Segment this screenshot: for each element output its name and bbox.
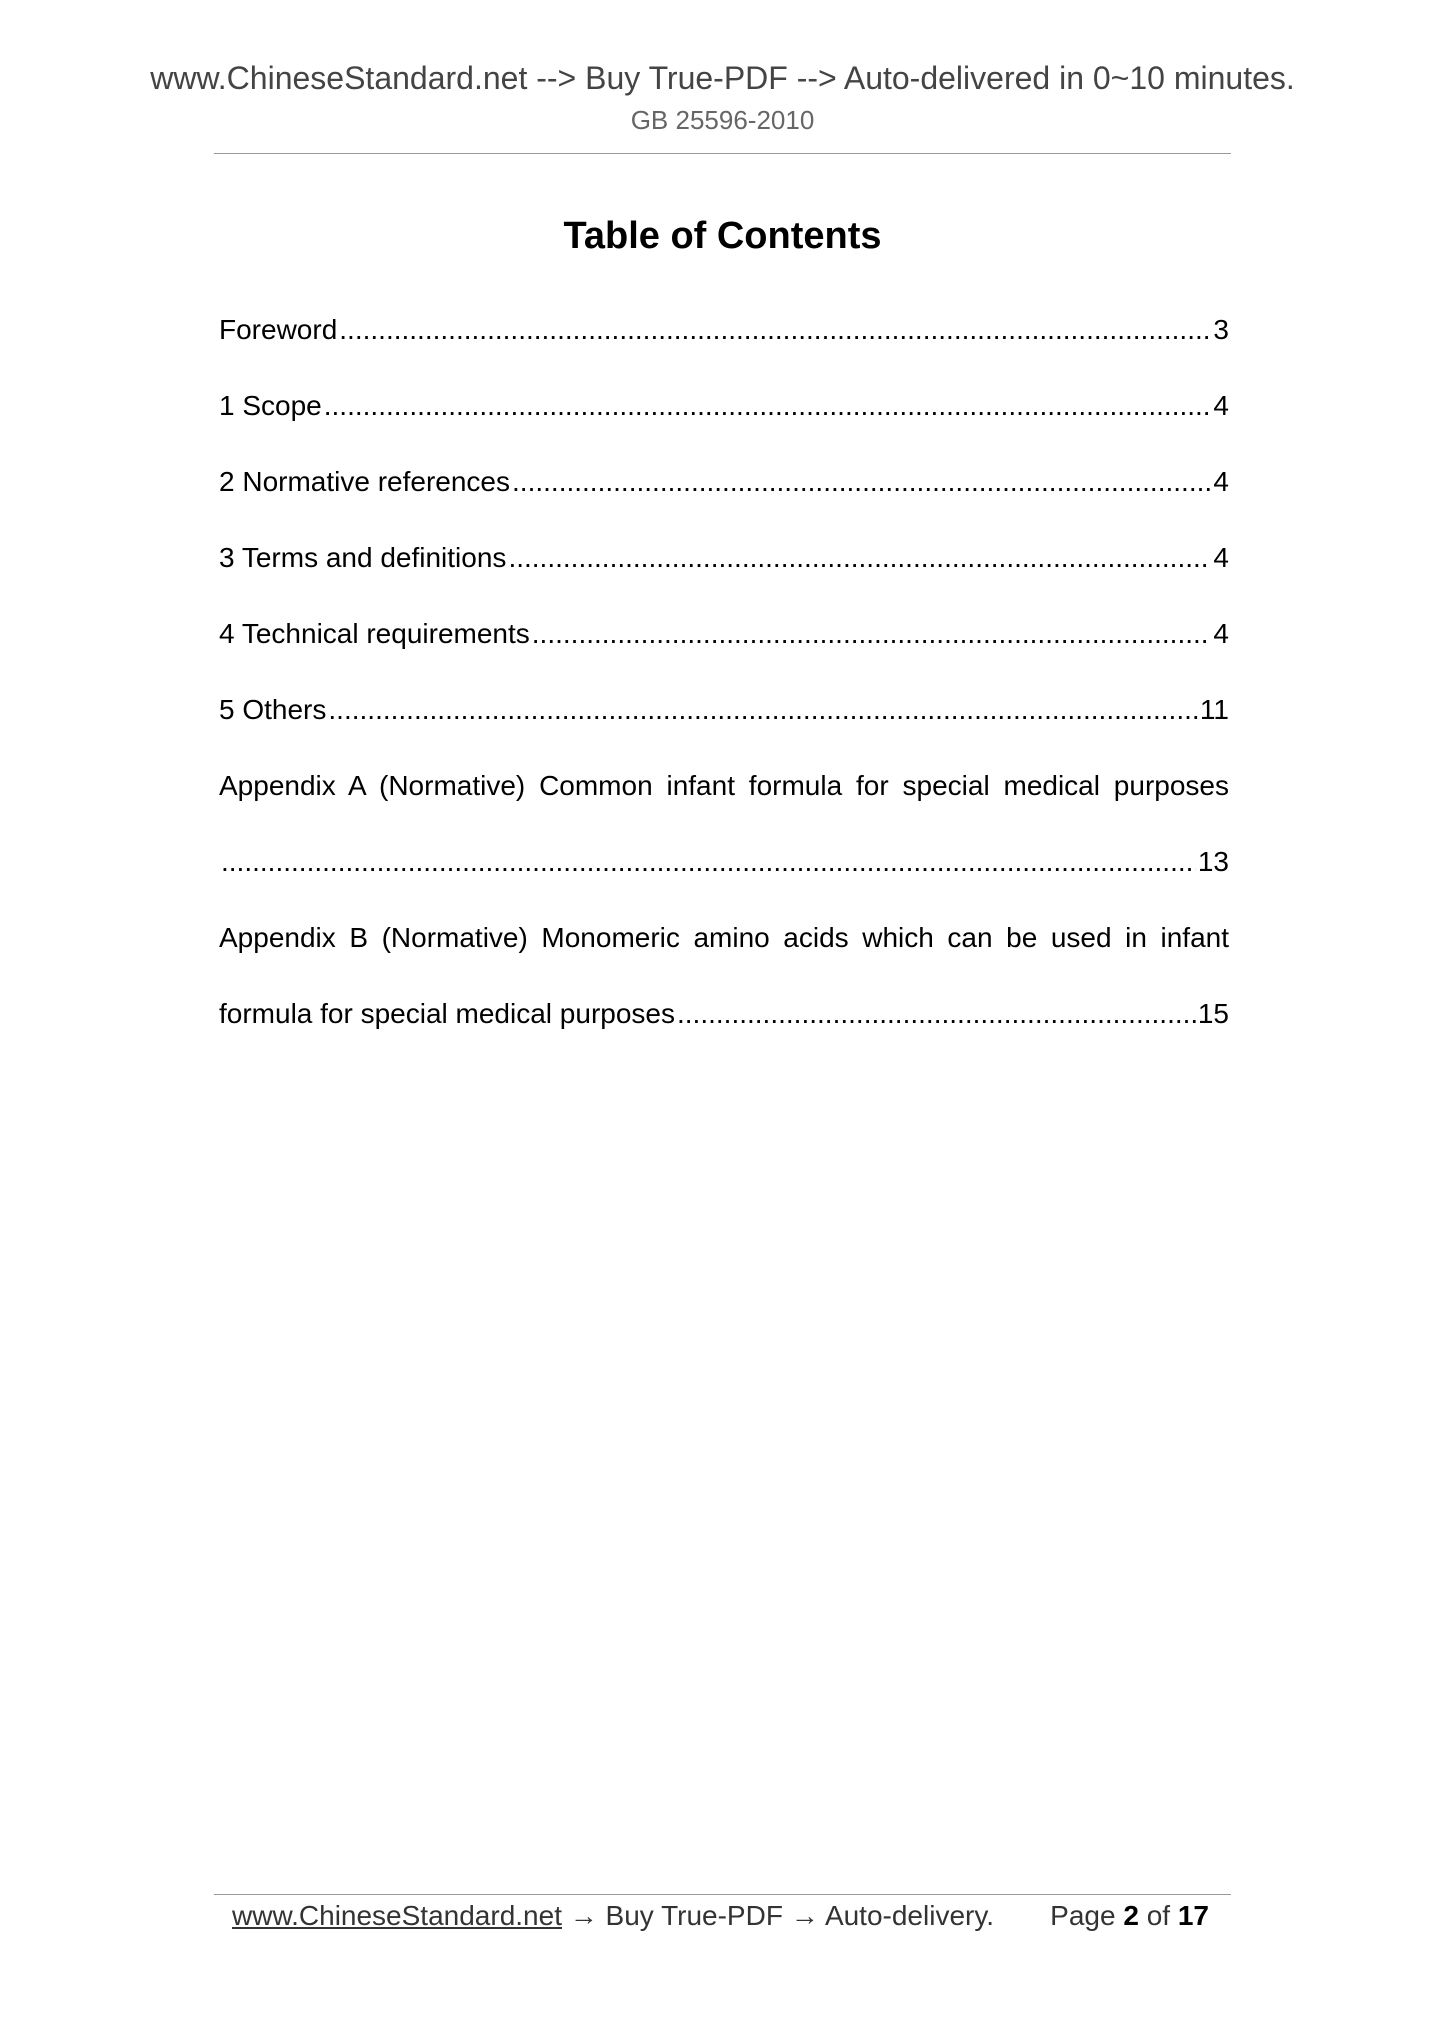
header-divider xyxy=(214,153,1231,154)
toc-entry-scope[interactable] xyxy=(219,386,1229,462)
toc-entry-page: 4 xyxy=(1213,618,1229,649)
toc-entry-normative-references[interactable] xyxy=(219,462,1229,538)
toc-entry-label: 5 Others xyxy=(219,694,327,725)
toc-entry-label: 2 Normative references xyxy=(219,466,511,497)
page-label: Page xyxy=(1050,1900,1116,1931)
toc-entry-others[interactable] xyxy=(219,690,1229,766)
toc-leader xyxy=(221,842,1196,882)
toc-entry-appendix-b-continued[interactable] xyxy=(219,994,1229,1070)
page-total: 17 xyxy=(1177,1900,1209,1931)
toc-entry-label: 4 Technical requirements xyxy=(219,618,530,649)
page-number xyxy=(1050,1896,1209,1936)
page-current: 2 xyxy=(1123,1900,1139,1931)
toc-entry-label: Appendix B (Normative) Monomeric amino acids which can be used in infant xyxy=(219,922,1229,953)
toc-entry-foreword[interactable] xyxy=(219,310,1229,386)
standard-code: GB 25596-2010 xyxy=(630,105,815,135)
header-banner: www.ChineseStandard.net --> Buy True-PDF --> Auto-delivered in 0~10 minutes. xyxy=(150,60,1295,96)
toc-entry-page: 11 xyxy=(1199,694,1229,725)
page-of: of xyxy=(1146,1900,1171,1931)
toc-leader xyxy=(677,994,1196,1034)
toc-entry-terms-definitions[interactable] xyxy=(219,538,1229,614)
toc-leader xyxy=(328,690,1198,730)
toc-entry-appendix-a[interactable] xyxy=(219,766,1229,842)
toc-entry-appendix-a-page-line[interactable] xyxy=(219,842,1229,918)
footer-website-link[interactable]: www.ChineseStandard.net xyxy=(232,1900,562,1931)
toc-entry-label: formula for special medical purposes xyxy=(219,998,675,1029)
toc-leader xyxy=(324,386,1212,426)
toc-entry-technical-requirements[interactable] xyxy=(219,614,1229,690)
toc-entry-label: Foreword xyxy=(219,314,338,345)
toc-leader xyxy=(339,310,1211,350)
toc-entry-label: Appendix A (Normative) Common infant formula for special medical purposes xyxy=(219,770,1229,801)
toc-entry-label: 1 Scope xyxy=(219,390,322,421)
table-of-contents xyxy=(219,310,1229,1070)
toc-entry-label: 3 Terms and definitions xyxy=(219,542,507,573)
page-title: Table of Contents xyxy=(563,215,882,257)
toc-entry-page: 4 xyxy=(1213,542,1229,573)
toc-entry-page: 15 xyxy=(1197,998,1229,1029)
toc-leader xyxy=(532,614,1212,654)
toc-entry-page: 4 xyxy=(1213,466,1229,497)
arrow-right-icon: → xyxy=(569,1900,598,1931)
arrow-right-icon: → xyxy=(790,1900,819,1931)
footer-text-buy: Buy True-PDF xyxy=(597,1900,791,1931)
toc-entry-page: 3 xyxy=(1213,314,1229,345)
toc-leader xyxy=(512,462,1211,502)
footer-text-delivery: Auto-delivery. xyxy=(818,1900,995,1931)
toc-entry-appendix-b[interactable] xyxy=(219,918,1229,994)
toc-entry-page: 13 xyxy=(1197,846,1229,877)
toc-entry-page: 4 xyxy=(1213,390,1229,421)
toc-leader xyxy=(508,538,1211,578)
footer-promo xyxy=(232,1896,994,1936)
footer-divider xyxy=(214,1894,1231,1895)
